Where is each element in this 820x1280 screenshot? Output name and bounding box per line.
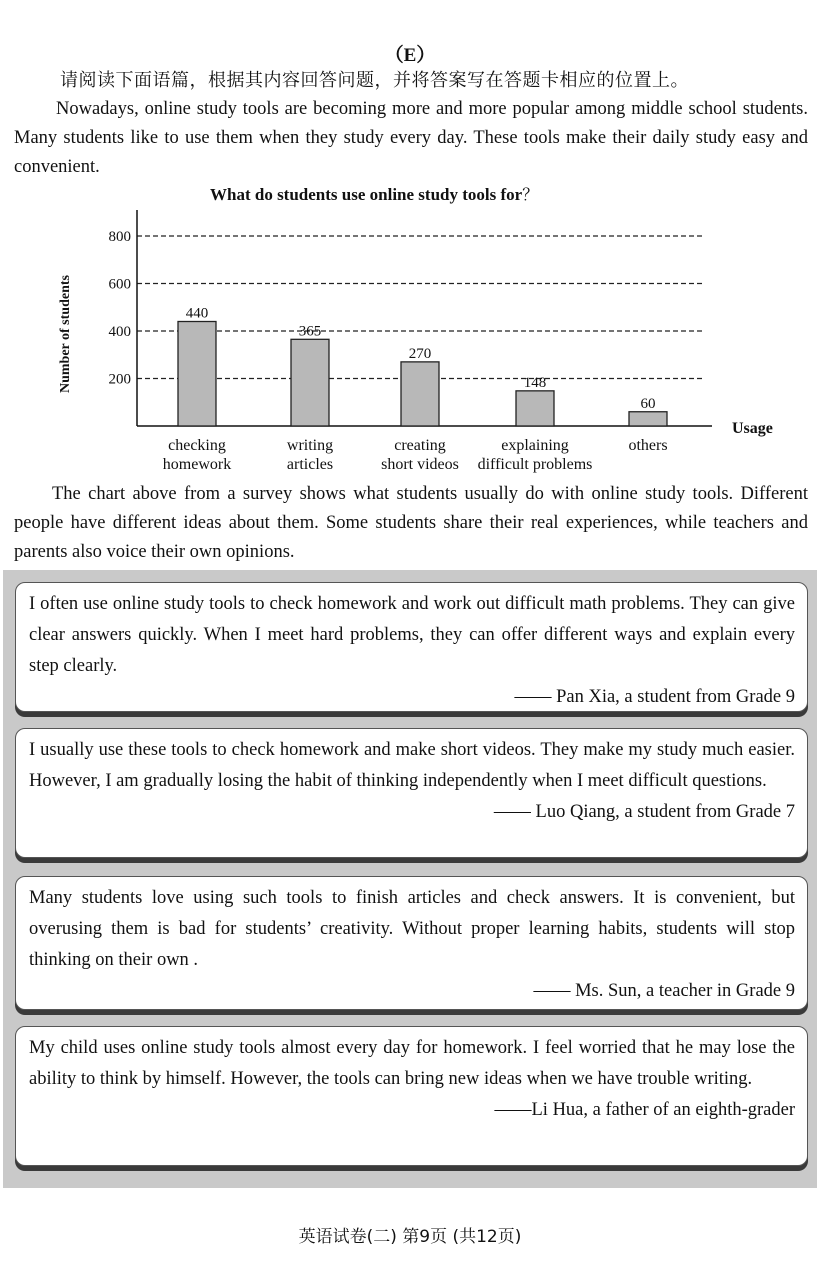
data-label: 270 [408, 345, 432, 362]
quote-author: ——Li Hua, a father of an eighth-grader [494, 1100, 795, 1120]
section-label: （E） [384, 45, 436, 66]
intro-paragraph: Nowadays, online study tools are becoming more and more popular among middle school students. Many students like to use them when they study every day. These tools make their daily study easy and convenient. [14, 99, 808, 177]
data-label: 365 [298, 323, 322, 340]
quote-text: I often use online study tools to check homework and work out difficult math problems. They can give clear answers quickly. When I meet hard problems, they can offer different ways and explain every step clearly. [29, 594, 795, 676]
data-label: 60 [640, 395, 656, 412]
category-label: difficult problems [477, 456, 593, 473]
quote-card-li-hua [15, 1026, 808, 1166]
quotes-panel [3, 570, 817, 1188]
category-label: homework [162, 456, 232, 473]
y-tick-label: 200 [108, 371, 131, 388]
quote-text: I usually use these tools to check homework and make short videos. They make my study much easier. However, I am gradually losing the habit of thinking independently when I meet difficult questions. [29, 740, 795, 791]
category-label: articles [286, 456, 334, 473]
quote-card-luo-qiang [15, 728, 808, 858]
x-axis-label: Usage [732, 420, 773, 437]
bar [516, 391, 554, 426]
quote-text: Many students love using such tools to finish articles and check answers. It is convenient, but overusing them is bad for students’ creativity. Without proper learning habits, students will stop thinking on their own . [29, 888, 795, 970]
page-footer: 英语试卷(二) 第9页 (共12页) [298, 1227, 522, 1247]
data-label: 148 [523, 374, 547, 391]
reading-instruction: 请阅读下面语篇，根据其内容回答问题，并将答案写在答题卡相应的位置上。 [60, 70, 689, 91]
quote-card-pan-xia [15, 582, 808, 712]
chart-plot [40, 178, 800, 488]
category-label: creating [394, 437, 446, 454]
y-tick-label: 400 [108, 324, 131, 340]
category-label: short videos [381, 456, 459, 473]
bar [629, 412, 667, 426]
category-label: others [628, 437, 668, 454]
category-label: checking [168, 437, 226, 454]
quote-author: —— Ms. Sun, a teacher in Grade 9 [533, 981, 795, 1001]
bar [178, 322, 216, 427]
quote-author: —— Luo Qiang, a student from Grade 7 [493, 802, 795, 822]
y-axis-label: Number of students [58, 275, 73, 393]
bar [401, 362, 439, 426]
category-label: explaining [501, 437, 569, 454]
quote-author: —— Pan Xia, a student from Grade 9 [514, 687, 795, 707]
bar [291, 339, 329, 426]
quote-card-ms-sun [15, 876, 808, 1010]
chart-title-suffix: ？ [522, 185, 539, 204]
chart-title-text: What do students use online study tools for [210, 185, 523, 204]
after-chart-paragraph: The chart above from a survey shows what students usually do with online study tools. Different people have different ideas about them. Some students share their real experiences, while teachers and parents also voice their own opinions. [14, 484, 808, 562]
data-label: 440 [185, 305, 209, 322]
quote-text: My child uses online study tools almost every day for homework. I feel worried that he may lose the ability to think by himself. However, the tools can bring new ideas when we have trouble writing. [29, 1038, 795, 1089]
category-label: writing [286, 437, 334, 454]
y-tick-label: 600 [108, 276, 131, 293]
bar-chart [40, 178, 800, 488]
y-tick-label: 800 [108, 229, 131, 245]
